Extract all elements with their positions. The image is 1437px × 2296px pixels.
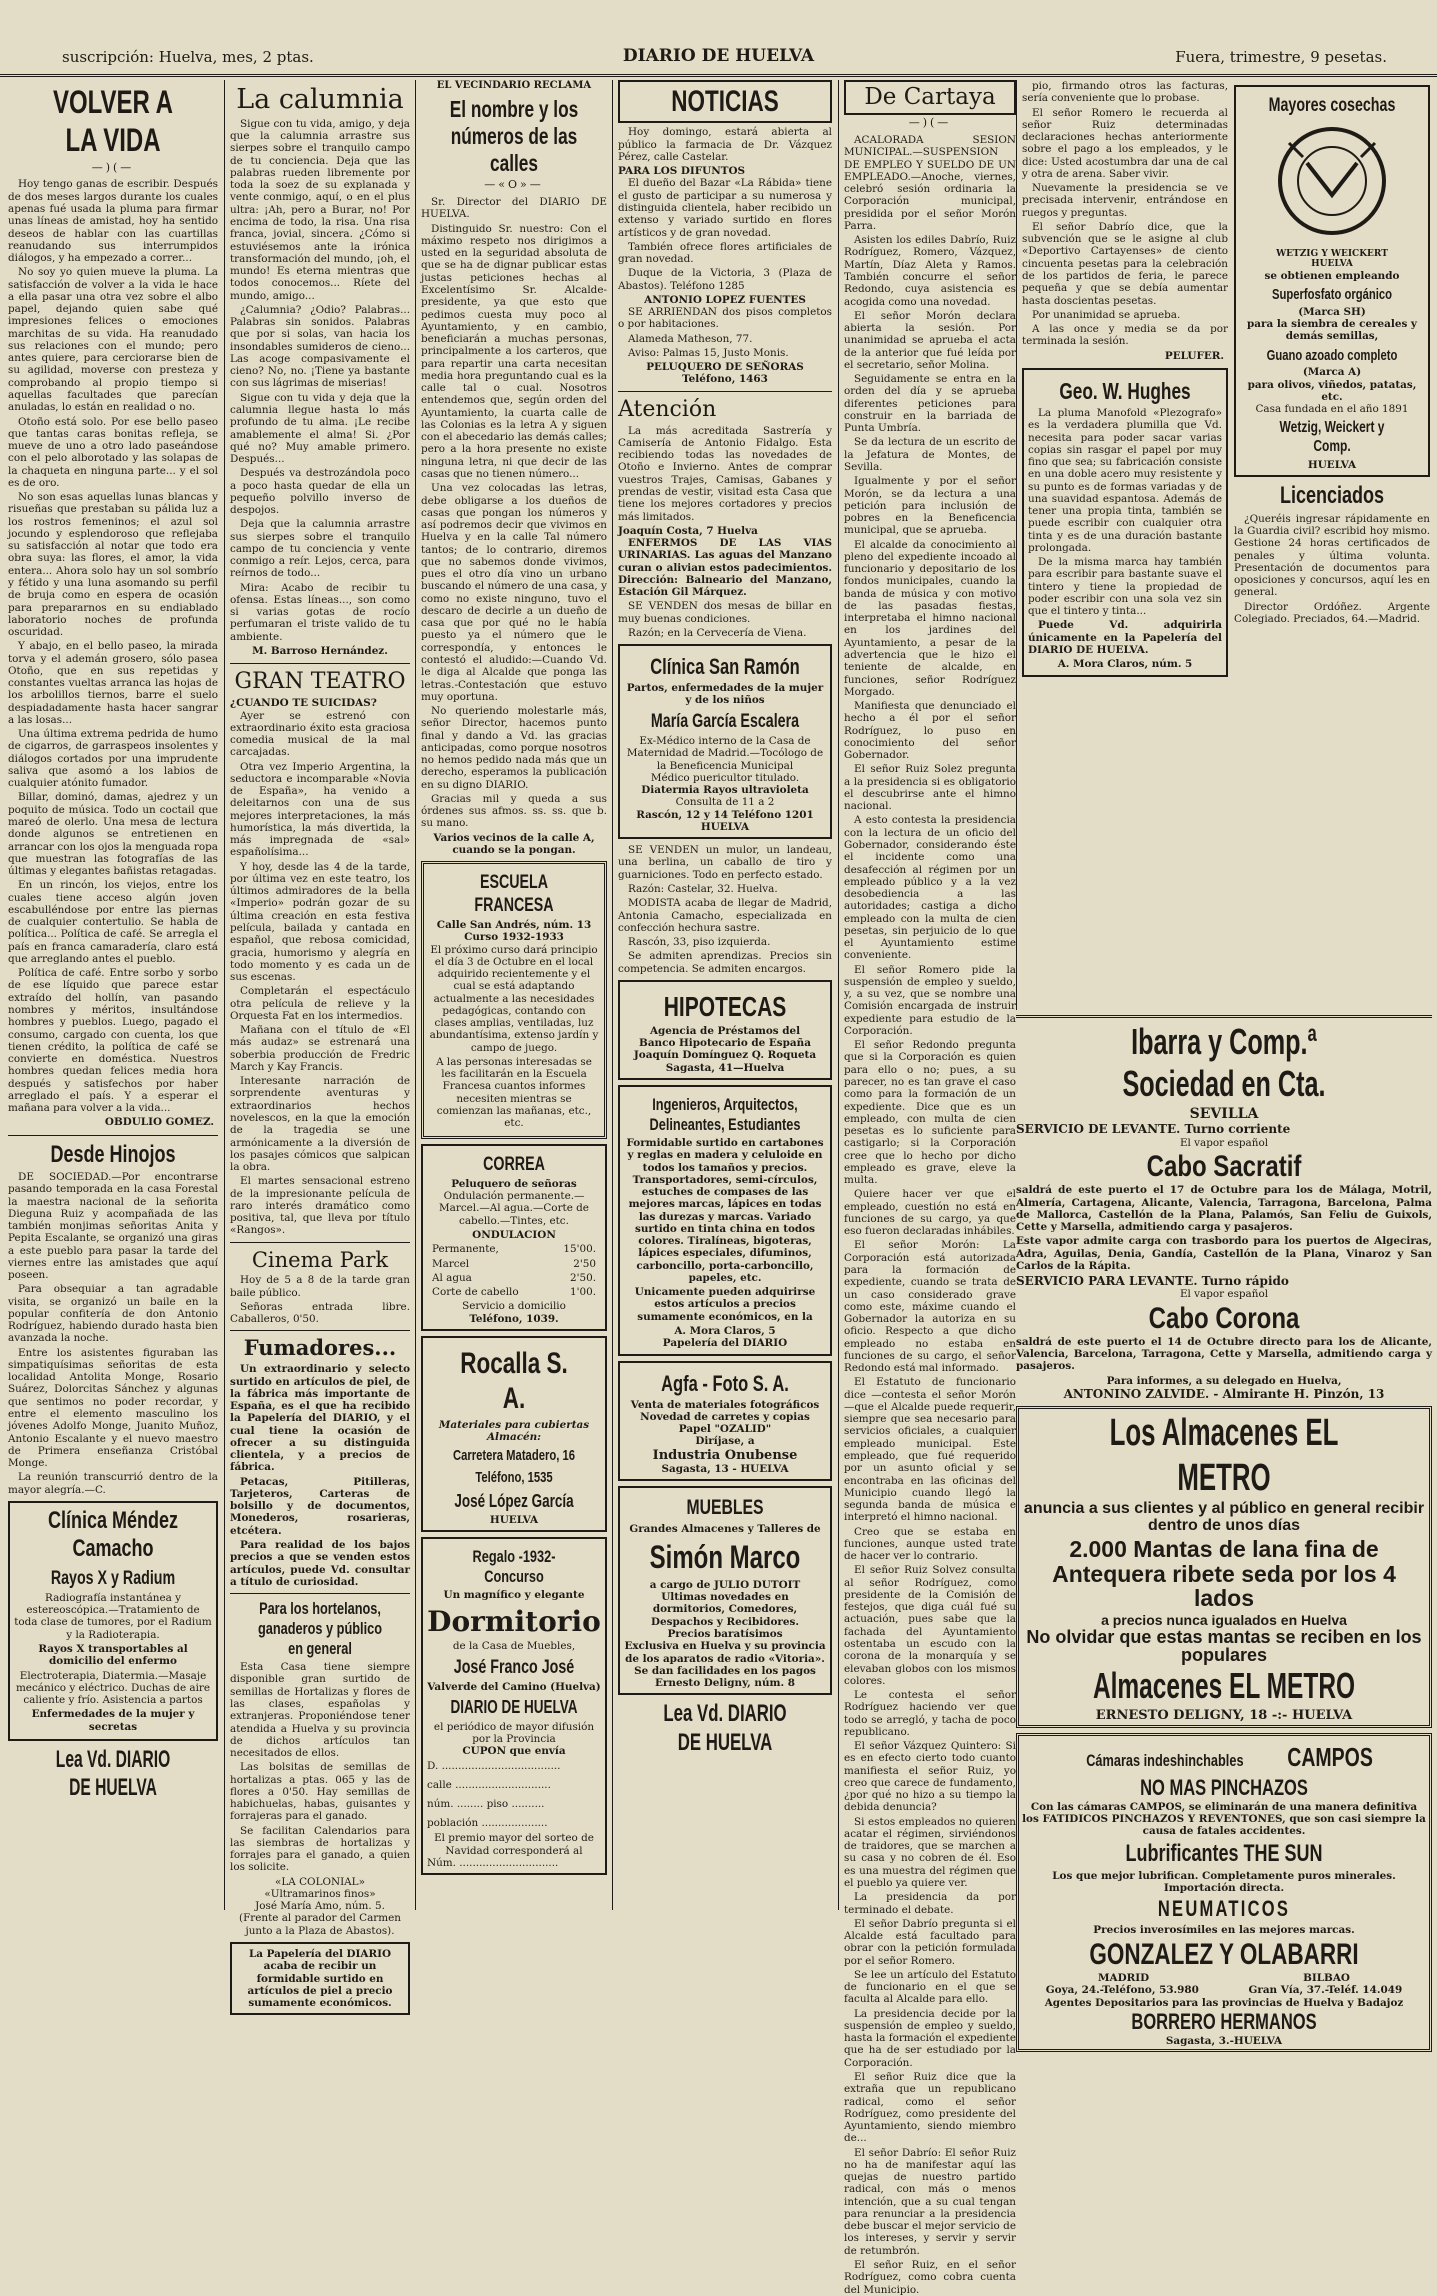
ad-text: Exclusiva en Huelva y su provincia de los aparatos de radio «Vitoria».: [624, 1640, 826, 1665]
price-label: Marcel: [432, 1257, 470, 1270]
ad-text: saldrá de este puerto el 14 de Octubre directo para los de Alicante, Valencia, Barcelona, Tarragona, Cette y Marsella, admitiendo carga y pasajeros.: [1016, 1335, 1432, 1373]
paragraph: DE SOCIEDAD.—Por encontrarse pasando temporada en la casa Forestal la maestra nacional de la señorita Dieguna Ruiz y acompañada de las también monjimas señoritas Anita y Pepita Escalante, se organizó una giras a este pueblo para pasar la tarde del viernes entre las amistades que aquí poseen.: [8, 1170, 218, 1282]
ad-text: Con las cámaras CAMPOS, se eliminarán de una manera definitiva los FATIDICOS PINCHAZOS Y REVENTONES, que son casi siempre la causa de fatales accidentes.: [1022, 1800, 1426, 1838]
paragraph: Política de café. Entre sorbo y sorbo de ese líquido que parece estar extraído del hollín, van pasando nombres y méritos, insultándose hombres y pueblos. Luego, pagado el consumo, cargado con cuenta, los que tienen crédito, la política de café se convierte en doméstica. Nuestros hombres quedan felices media hora después y satisfechos por haber arreglado el país. Y a esperar el mañana para volver a la vida...: [8, 967, 218, 1115]
ad-text: a precios nunca igualados en Huelva: [1101, 1611, 1347, 1628]
price-value: 1'00.: [570, 1286, 596, 1299]
shop-name: «LA COLONIAL»: [275, 1875, 365, 1888]
price-label: Corte de cabello: [432, 1286, 519, 1299]
ad-course: Curso 1932-1933: [464, 931, 564, 944]
ad-store: Almacenes EL METRO: [1092, 1665, 1356, 1707]
ad-lubricant: Lubrificantes THE SUN: [1125, 1839, 1323, 1867]
shop-kind: «Ultramarinos finos»: [264, 1887, 376, 1900]
paragraph: También ofrece flores artificiales de gran novedad.: [618, 240, 832, 266]
ad-product: 2.000 Mantas de lana fina de Antequera ribete seda por los 4 lados: [1052, 1536, 1396, 1611]
paragraph: En un rincón, los viejos, entre los cuales tiene acceso algún joven escabulléndose por entre las piernas de cualquier contertulio. Se habla de política... Política de café. Se arregla el país en franca camaradería, claro está que arreglando antes el pueblo.: [8, 879, 218, 965]
paragraph: Nuevamente la presidencia se ve precisada intervenir, entrándose en ruegos y preguntas.: [1022, 182, 1228, 219]
ad-city: HUELVA: [700, 820, 750, 833]
ad-subtitle: Materiales para cubiertas: [438, 1418, 590, 1431]
ad-phone: Teléfono, 1039.: [469, 1312, 559, 1325]
paragraph: A esto contesta la presidencia con la lectura de un oficio del Gobernador, considerando éste el incidente como una desafección al régimen por un empleado público y a la vez desobediencia a las autoridades; castiga a dicho empleado con la multa de cien pesetas, sin perjuicio de lo que el Ayuntamiento estime conveniente.: [844, 814, 1016, 962]
ad-text: Médico puericultor titulado.: [650, 771, 800, 784]
paragraph: Duque de la Victoria, 3 (Plaza de Abastos). Teléfono 1285: [618, 267, 832, 292]
ad-address: A. Mora Claros, 5: [674, 1325, 776, 1338]
ad-address: A. Mora Claros, núm. 5: [1057, 658, 1193, 671]
article-signature: OBDULIO GOMEZ.: [104, 1116, 214, 1129]
ad-text: a cargo de JULIO DUTOIT: [649, 1578, 801, 1591]
paragraph: El señor Ruiz Solvez consulta al señor Rodríguez, como presidente de la Comisión de festejos, que diga cuál fué su actuación, pues sabe que la fachada del Ayuntamiento ostentaba un escudo con la corona de la monarquía y se elevaban globos con los mismos colores.: [844, 1564, 1016, 1687]
ad-text: Puede Vd. adquirirla únicamente en la Papelería del DIARIO DE HUELVA.: [1028, 619, 1222, 657]
fertilizer-ad: [1234, 85, 1430, 477]
ad-agent: ANTONINO ZALVIDE. - Almirante H. Pinzón, 13: [1063, 1387, 1385, 1401]
paragraph: SE VENDEN un mulor, un landeau, una berlina, un caballo de tiro y guarniciones. Todo en perfecto estado.: [618, 844, 832, 881]
ad-service: SERVICIO PARA LEVANTE. Turno rápido: [1016, 1274, 1289, 1289]
paragraph: El señor Dabrío: El señor Ruiz no ha de manifestar aquí las quejas de nuestro partido radical, con más o menos intención, que a su cual tengan para renunciar a la presidencia debe buscar el mejor servicio de los intereses, y servir y servir de retumbrón.: [844, 2146, 1016, 2257]
ad-doctor: María García Escalera: [650, 710, 800, 732]
column-rule: [415, 80, 416, 1910]
paragraph: Después va destrozándola poco a poco hasta quedar de ella un pequeño polvillo inverso de despojos.: [230, 467, 410, 517]
column-4: [618, 80, 832, 1910]
ad-title: Clínica San Ramón: [650, 654, 800, 680]
ad-text: Novedad de carretes y copias: [640, 1410, 810, 1423]
paragraph: PELUQUERO DE SEÑORAS: [646, 361, 804, 374]
ad-address: Ernesto Deligny, núm. 8: [655, 1677, 795, 1690]
paragraph: Teléfono, 1463: [682, 373, 768, 386]
paragraph: Deja que la calumnia arrastre sus sierpes sobre el tranquilo campo de tu conciencia y vente conmigo a reír. Lejos, cerca, para reírnos de todo...: [230, 518, 410, 580]
coupon-field-ticket[interactable]: Núm. ..............................: [427, 1856, 559, 1869]
column-3: [421, 80, 607, 1910]
paragraph: Esta Casa tiene siempre disponible gran surtido de semillas de Hortalizas y flores de las clases, españolas y extranjeras. Proponiéndose tener atendida a Huelva y su provincia de dichos artículos tan necesitados de ellos.: [230, 1661, 410, 1760]
ad-text: A las personas interesadas se les facilitarán en la Escuela Francesa cuantos informes necesiten mientras se comienzan las mañanas, etc., etc.: [436, 1055, 592, 1130]
price-row: [429, 1272, 599, 1284]
article-title: Fumadores...: [243, 1335, 397, 1361]
ad-text: para olivos, viñedos, patatas, etc.: [1247, 378, 1417, 403]
ad-city: HUELVA: [489, 1513, 539, 1526]
paragraph: El alcalde da conocimiento al pleno del expediente incoado al funcionario y depositario de los fondos municipales, cuando la banda de música y con motivo de las pasadas fiestas, interpretaba el himno nacional en los jardines del Ayuntamiento, a pesar de la advertencia que le hizo el teniente de alcalde, en funciones, señor Rodríguez Morgado.: [844, 538, 1016, 698]
footer-slogan: Lea Vd. DIARIO DE HUELVA: [55, 1745, 171, 1802]
article-title: La calumnia: [236, 84, 404, 115]
price-value: 2'50.: [570, 1271, 596, 1284]
notice-subtitle: PARA LOS DIFUNTOS: [618, 165, 746, 178]
article-signature: Varios vecinos de la calle A, cuando se la pongan.: [433, 831, 595, 856]
ad-title: Regalo -1932- Concurso: [472, 1547, 556, 1587]
ad-title: Agfa - Foto S. A.: [661, 1370, 789, 1396]
ad-text: De la misma marca hay también para escribir para bastante suave el tintero y tiene la propiedad de poder escribir con una sola vez sin que el tintero y tinta...: [1028, 556, 1222, 618]
paragraph: Se da lectura de un escrito de la Jefatura de Montes, de Sevilla.: [844, 436, 1016, 473]
seal-city: HUELVA: [1311, 259, 1353, 270]
article-title: Desde Hinojos: [50, 1140, 176, 1168]
paragraph: Seguidamente se entra en la orden del día y se aprueba diferentes peticiones para construir en la barriada de Punta Umbría.: [844, 373, 1016, 435]
ad-text: el periódico de mayor difusión por la Provincia: [433, 1720, 595, 1745]
paragraph: ¿Queréis ingresar rápidamente en la Guardia civil? escribid hoy mismo. Gestione 24 horas certificados de penales y última volunta. Presentación de documentos para oposiciones y concursos, aquí les en general.: [1234, 512, 1430, 599]
article-subtitle: ¿CUANDO TE SUICIDAS?: [230, 697, 377, 710]
paragraph: Mira: Acabo de recibir tu ofensa. Estas líneas..., son como si varias gotas de rocío perfumaran el triste valido de tu ambiente.: [230, 581, 410, 643]
ad-text: Un magnífico y elegante: [443, 1589, 585, 1602]
paragraph: El señor Vázquez Quintero: Si es en efecto cierto todo cuanto manifiesta el señor Ruiz, yo creo que carece de fundamento, ¿por qué no hizo a su tiempo la debida denuncia?: [844, 1740, 1016, 1814]
ad-product: Guano azoado completo: [1266, 346, 1398, 364]
ad-address: Gran Vía, 37.-Teléf. 14.049: [1248, 1984, 1403, 1997]
paragraph: El señor Ruiz, en el señor Rodríguez, como cobra cuenta del Municipio.: [844, 2258, 1016, 2296]
ad-address: Carretera Matadero, 16: [453, 1447, 575, 1465]
hairdresser-ad: [421, 1144, 607, 1331]
ad-text: Electroterapia, Diatermia.—Masaje mecánico y eléctrico. Duchas de aire caliente y frío. Asistencia a partos: [15, 1669, 211, 1707]
price-head: ONDULACION: [472, 1229, 556, 1242]
agfa-ad: [618, 1361, 832, 1482]
paragraph: Por unanimidad se aprueba.: [1032, 308, 1181, 321]
ad-store: Papelería del DIARIO: [662, 1337, 788, 1350]
ad-company: Industria Onubense: [652, 1447, 798, 1463]
paragraph: Otoño está solo. Por ese bello paseo que tantas caras bonitas refleja, se mueve de uno a otro lado paseándose con el pelo alborotado y las solapas de la chaqueta en ninguna parte... y el sol es de oro.: [8, 415, 218, 489]
paragraph: SE ARRIENDAN dos pisos completos o por habitaciones.: [618, 306, 832, 331]
paragraph: El señor Ruiz Solez pregunta a la presidencia si es obligatorio el descubrirse ante el himno nacional.: [844, 763, 1016, 813]
ad-address: Sagasta, 41—Huelva: [665, 1061, 785, 1074]
ad-text: El vapor español: [1179, 1136, 1269, 1149]
ad-title: ESCUELA FRANCESA: [474, 872, 554, 916]
paragraph: Hoy de 5 a 8 de la tarde gran baile público.: [230, 1274, 410, 1299]
paragraph: Joaquín Costa, 7 Huelva: [618, 524, 758, 537]
paragraph: ANTONIO LOPEZ FUENTES: [644, 293, 806, 306]
ad-text: Los que mejor lubrifican. Completamente puros minerales. Importación directa.: [1052, 1869, 1396, 1895]
ad-text: para la siembra de cereales y demás semillas,: [1247, 318, 1417, 343]
wetzig-seal-icon: [1267, 123, 1397, 241]
ibarra-ad: [1016, 1015, 1432, 1401]
ad-text: Ex-Médico interno de la Casa de Maternidad de Madrid.—Tocólogo de la Beneficencia Municipal: [626, 735, 824, 772]
paragraph: Asisten los ediles Dabrío, Ruiz Rodríguez, Romero, Vázquez, Martín, Díaz Aleta y Ramos. También concurre el señor Redondo, cuya asistencia es acogida como una novedad.: [844, 234, 1016, 308]
column-rule: [838, 80, 839, 1910]
paragraph: Rascón, 33, piso izquierda.: [628, 936, 771, 949]
ad-text: Servicio a domicilio: [462, 1300, 566, 1313]
clinic-ad: [8, 1501, 218, 1741]
paragraph: Otra vez Imperio Argentina, la seductora e incomparable «Novia de España», ha venido a deleitarnos con una de sus mejores interpretaciones, la más humorística, la más divertida, la más impregnada de «sal» españolísima...: [230, 760, 410, 859]
paragraph: Billar, dominó, damas, ajedrez y un poquito de música. Todo un coctail que mareó de olerlo. Una mesa de lectura donde algunos se entretienen en arrancar con los ojos la menguada ropa que muestran las fotografías de las últimas y elegantes bañistas retagadas.: [8, 791, 218, 878]
paragraph: Aviso: Palmas 15, Justo Monis.: [628, 346, 789, 359]
paragraph: Le contesta el señor Rodríguez haciendo ver que todo se arregló, y tacha de poco republicano.: [844, 1689, 1016, 1738]
ad-text: saldrá de este puerto el 17 de Octubre para los de Málaga, Motril, Almería, Cartagena, Alicante, Valencia, Tarragona, Barcelona, Palma de Mallorca, Castellón de la Plana, Palamós, San Feliu de Guixols, Cette y Marsella, admitiendo carga y pasajeros.: [1016, 1184, 1432, 1234]
ad-text: Se dan facilidades en los pagos: [634, 1664, 816, 1677]
ad-text: de la Casa de Muebles,: [452, 1640, 576, 1653]
subscription-outside: Fuera, trimestre, 9 pesetas.: [1175, 48, 1387, 66]
ad-text: (Marca SH): [1298, 305, 1366, 318]
mortgage-ad: [618, 980, 832, 1080]
article-signature: PELUFER.: [1164, 349, 1224, 362]
ad-service: SERVICIO DE LEVANTE. Turno corriente: [1016, 1122, 1291, 1137]
ad-text: Precios baratísimos: [667, 1628, 783, 1640]
ad-text: El próximo curso dará principio el día 3 de Octubre en el local adquirido recientemente y el cual se está adaptando actualmente a las necesidades pedagógicas, contando con clases amplias, ventiladas, luz abundantísima, extenso jardín y campo de juego.: [429, 943, 599, 1054]
cartaya-title-box: [844, 80, 1016, 115]
ad-title: CORREA: [483, 1153, 545, 1175]
ad-subtitle: Partos, enfermedades de la mujer y de los niños: [626, 682, 824, 707]
paragraph: Igualmente y por el señor Morón, se da lectura a una petición para inclusión de pobres en la Beneficencia municipal, que se aprueba.: [844, 475, 1016, 537]
ad-text: Precios inverosímiles en las mejores marcas.: [1093, 1924, 1355, 1937]
ad-text: Radiografía instantánea y estereoscópica.—Tratamiento de toda clase de tumores, por el Radium y la Radioterapia.: [14, 1591, 212, 1641]
ad-text: Venta de materiales fotográficos: [630, 1398, 820, 1411]
drafting-supplies-ad: [618, 1085, 832, 1356]
ad-store: José Franco José: [453, 1656, 575, 1678]
ad-text: Agentes Depositarios para las provincias de Huelva y Badajoz: [1044, 1996, 1404, 2009]
column-rule: [612, 80, 613, 1910]
paragraph: A las once y media se da por terminada la sesión.: [1022, 323, 1228, 348]
paragraph: El señor Dabrío pregunta si el Alcalde está facultado para obrar con la petición formulada por el señor Romero.: [844, 1917, 1016, 1967]
ad-store: Simón Marco: [649, 1539, 801, 1576]
paragraph: Hoy domingo, estará abierta al público la farmacia de Dr. Vázquez Pérez, calle Castelar.: [618, 126, 832, 163]
shop-location: (Frente al parador del Carmen junto a la Plaza de Abastos).: [239, 1912, 401, 1937]
column-2: [230, 80, 410, 2010]
ad-address: Rascón, 12 y 14 Teléfono 1201: [636, 808, 814, 821]
ad-agent: BORRERO HERMANOS: [1131, 2008, 1317, 2034]
paragraph: Y abajo, en el bello paseo, la mirada torva y el ademán grosero, sólo pasea Otoño, que en sus repetidas y constantes vueltas arranca las hojas de los arbolillos tiernos, barre el suelo despiadadamente hasta hacer sangrar a las losas...: [8, 640, 218, 726]
ad-text: (Marca A): [1302, 366, 1362, 379]
campos-ad: [1016, 1733, 1432, 2052]
column-rule: [224, 80, 225, 1910]
ad-text: Casa fundada en el año 1891: [1255, 403, 1409, 416]
paragraph: Distinguido Sr. nuestro: Con el máximo respeto nos dirigimos a usted en la seguridad absoluta de que se ha de dignar publicar estas justas peticiones hechas al Excelentísimo Sr. Alcalde-presidente, ya que esto que pedimos cuesta muy poco al Ayuntamiento, y en cambio, beneficiarán a muchas personas, principalmente a los carteros, que para repartir una carta necesitan media hora preguntando cual es la calle tal o cual. Nosotros entendemos que, según orden del Ayuntamiento, la cuarta calle de las Colonias es la letra A y siguen con el abecedario las demás calles; pero a la hora presente no existe ninguna letra, ni que decir de las casas que no tienen número...: [421, 222, 607, 480]
ad-text: Agencia de Préstamos del: [649, 1024, 801, 1037]
ship-name: Cabo Corona: [1148, 1301, 1300, 1335]
newspaper-name: DIARIO DE HUELVA: [622, 46, 815, 66]
paragraph: SE VENDEN dos mesas de billar en muy buenas condiciones.: [618, 600, 832, 625]
ad-text: Diatermia Rayos ultravioleta: [641, 784, 809, 797]
price-label: Al agua: [432, 1271, 472, 1284]
paragraph: Un extraordinario y selecto surtido en artículos de piel, de la fábrica más importante de España, es el que ha recibido la Papelería del DIARIO, y el cual tiene la ocasión de ofrecer a su distinguida clientela, y a precios de fábrica.: [230, 1363, 410, 1474]
paragraph: Una vez colocadas las letras, debe obligarse a los dueños de casas que pongan los números y así podremos decir que vivimos en Huelva y en la calle Tal número tantos; de lo contrario, diremos que no sabemos donde vivimos, pues el otro día vino un urbano buscando el número de una casa, y como no existe ninguno, tuvo el descaro de decirle a un dueño de casa que por qué no le había puesto ya el número que le correspondía, y entonces le contestó el aludido:—Cuando Vd. le diga al Alcalde que ponga las letras.-Contestación que estuvo muy oportuna.: [421, 482, 607, 703]
paragraph: Quiere hacer ver que el empleado, cuestión no está en funciones de su cargo, ya que eso fueron declaradas inhábiles.: [844, 1188, 1016, 1238]
coupon-heading: CUPON que envía: [462, 1745, 566, 1758]
furniture-ad: [618, 1486, 832, 1695]
column-7: [1234, 80, 1430, 1005]
clinic-san-ramon-ad: [618, 644, 832, 839]
price-value: 2'50: [573, 1257, 596, 1270]
kicker: EL VECINDARIO RECLAMA: [436, 80, 592, 91]
masthead: [0, 0, 1437, 77]
rocalla-ad: [421, 1336, 607, 1532]
ornament: —)(—: [908, 116, 952, 130]
paragraph: Petacas, Pitilleras, Tarjeteros, Carteras de bolsillo y de documentos, Monederos, rosarieras, etcétera.: [230, 1475, 410, 1537]
article-signature: M. Barroso Hernández.: [252, 645, 388, 658]
ad-text: Para informes, a su delegado en Huelva,: [1106, 1374, 1342, 1387]
ship-name: Cabo Sacratif: [1146, 1149, 1302, 1183]
paragraph: La presidencia da por terminado el debate.: [844, 1891, 1016, 1916]
hughes-pen-ad: [1022, 368, 1228, 677]
paragraph: Gracias mil y queda a sus órdenes sus afmos. ss. ss. que b. su mano.: [421, 792, 607, 830]
paragraph: Hoy tengo ganas de escribir. Después de dos meses largos durante los cuales apenas fué usada la pluma para firmar unas líneas de amistad, hoy ha sentido deseos de hablar con las cuartillas reanudando sus interrumpidos diálogos, y ha empezado a correr...: [8, 178, 218, 265]
ad-prize: Dormitorio: [427, 1605, 601, 1639]
ad-hours: Consulta de 11 a 2: [675, 796, 775, 809]
paragraph: El señor Morón declara abierta la sesión. Por unanimidad se aprueba el acta de la anterior que fué leída por el secretario, señor Molina.: [844, 309, 1016, 371]
ad-subtitle: Peluquero de señoras: [451, 1177, 577, 1190]
ad-paper: DIARIO DE HUELVA: [450, 1697, 578, 1718]
column-6: [1022, 80, 1228, 1005]
ad-text: se obtienen empleando: [1264, 269, 1400, 282]
paragraph: Manifiesta que denunciado el hecho a él por el señor Rodríguez, lo puso en conocimiento del señor Gobernador.: [844, 700, 1016, 762]
ad-address: Sagasta, 13 - HUELVA: [661, 1462, 789, 1475]
ad-title: MUEBLES: [686, 1496, 764, 1520]
column-rule: [1016, 80, 1017, 1010]
ad-city: HUELVA: [1307, 459, 1357, 472]
ornament: —)(—: [91, 160, 135, 174]
paragraph: La más acreditada Sastrería y Camisería de Antonio Fidalgo. Esta recibiendo todas las novedades de Otoño e Invierno. Antes de comprar vuestros Trajes, Camisas, Gabanes y prendas de vestir, visitad esta Casa que tiene los mejores cortadores y precios más limitados.: [618, 424, 832, 523]
ad-title: Los Almacenes EL METRO: [1109, 1412, 1339, 1499]
paragraph: Se lee un artículo del Estatuto de funcionario en el que se faculta al Alcalde para ello.: [844, 1968, 1016, 2006]
ad-text: Formidable surtido en cartabones y reglas en madera y celuloide en todos los tamaños y precios. Transportadores, semi-círculos, estuches de compases de las mejores marcas, lápices en todas las durezas y marcas. Variado surtido en tinta china en todos colores. Tiralíneas, bigoteras, lápices especiales, difuminos, carboncillo, porta-carboncillo, papeles, etc.: [626, 1137, 824, 1284]
ad-text: Cámaras indeshinchables: [1086, 1751, 1244, 1771]
paragraph: Para obsequiar a tan agradable visita, se organizó un baile en la popular confitería de don Antonio Rodríguez, habiendo durado hasta bien avanzada la noche.: [8, 1283, 218, 1345]
price-table: [427, 1241, 601, 1300]
article-title: Licenciados: [1279, 482, 1385, 510]
right-ads: [1016, 1015, 1432, 2047]
section-title: NOTICIAS: [671, 85, 779, 118]
paragraph: Interesante narración de sorprendente aventuras y extraordinarios hechos novelescos, en la que la emoción de la tragedia se une armónicamente a la diversión de los pasajes cómicos que salpican la obra.: [230, 1075, 410, 1174]
article-title: Para los hortelanos, ganaderos y público en general: [258, 1599, 382, 1659]
ad-title: HIPOTECAS: [663, 990, 787, 1022]
ad-phone: Teléfono, 1535: [475, 1468, 553, 1486]
price-row: [429, 1258, 599, 1270]
paragraph: El señor Dabrío dice, que la subvención que se le asigne al club «Deportivo Cartayenses» de ciento cincuenta pesetas para la celebración de los partidos de feria, le parece pequeña y que se debía aumentar hasta doscientas pesetas.: [1022, 220, 1228, 307]
ad-company: GONZALEZ Y OLABARRI: [1089, 1937, 1359, 1971]
ad-text: Enfermedades de la mujer y secretas: [31, 1708, 195, 1733]
ad-tyres: NEUMATICOS: [1157, 1896, 1291, 1922]
ad-text: Ultimas novedades en dormitorios, Comedores, Despachos y Recibidores.: [651, 1591, 799, 1628]
ad-text: La pluma Manofold «Plezografo» es la verdadera plumilla que Vd. necesita para poder sacar varias copias sin rasgar el papel por muy fino que sea; su fabricación consiste en una doble acero muy resistente y su punto es de formas variadas y de una suavidad espantosa. Además de tener una propia tinta, también se puede escribir con cualquier otra tinta y es de una duración bastante prolongada.: [1028, 406, 1222, 554]
paragraph: El señor Morón: La Corporación está autorizada para la formación de expediente, cuando se trata de un caso considerado grave como este, máxime cuando el Gobernador la autoriza en su oficio. Respecto a que dicho empleado no estaba en funciones de su cargo, el señor Redondo está mal informado.: [844, 1239, 1016, 1375]
paragraph: El señor Redondo pregunta que si la Corporación es quien para ello o no; pues, a su parecer, no es tan grave el caso como para la formación de un expediente. Dice que es un empleado, con multa de cien pesetas es lo suficiente para castigarlo; si la Corporación cree que lo hecho por dicho empleado es grave, eleve la multa.: [844, 1039, 1016, 1187]
article-title: GRAN TEATRO: [234, 669, 406, 695]
price-label: Permanente,: [432, 1243, 499, 1256]
paragraph: Razón; en la Cervecería de Viena.: [628, 626, 807, 639]
contest-coupon: [421, 1537, 607, 1875]
ad-text: Joaquín Domínguez Q. Roqueta: [633, 1049, 817, 1062]
paragraph: El Estatuto de funcionario dice —contesta el señor Morón—que el Alcalde puede requerir, siempre que sea necesario para servicios oficiales, a cualquier empleado municipal. Este empleado, que fué requerido por un asunto oficial y se encontraba en las oficinas del Municipio cuando llegó la segunda banda de música e interpretó el himno nacional.: [844, 1376, 1016, 1524]
ad-text: Unicamente pueden adquirirse estos artículos a precios sumamente económicos, en la: [634, 1286, 816, 1323]
coupon-field-number[interactable]: núm. ........ piso ..........: [427, 1797, 545, 1810]
paragraph: El señor Romero pide la suspensión de empleo y sueldo, y, a su vez, que se nombre una Comisión encargada de instruir expediente para estudio de la Corporación.: [844, 963, 1016, 1037]
ad-text: No olvidar que estas mantas se reciben en los populares: [1026, 1626, 1422, 1666]
paragraph: Mañana con el título de «El más audaz» se estrenará una soberbia producción de Fredric March y Kay Francis.: [230, 1024, 410, 1073]
ad-title: Rocalla S. A.: [460, 1346, 568, 1416]
noticias-title-box: [618, 80, 832, 123]
paragraph: Se admiten aprendizas. Precios sin competencia. Se admiten encargos.: [618, 950, 832, 975]
paragraph: Alameda Matheson, 77.: [628, 332, 753, 345]
paragraph: Señoras entrada libre. Caballeros, 0'50.: [230, 1300, 410, 1326]
paragraph: Si estos empleados no quieren acatar el régimen, sirviéndonos de traidores, que se marchen a su casa y no cobren de él. Eso es una muestra del régimen que el pueblo ya quiere ver.: [844, 1815, 1016, 1890]
paragraph: La presidencia decide por la suspensión de empleo y sueldo, hasta la formación el expediente que ha de ser estudiado por la Corporación.: [844, 2007, 1016, 2069]
paragraph: La reunión transcurrió dentro de la mayor alegría.—C.: [8, 1471, 218, 1496]
ad-slogan: NO MAS PINCHAZOS: [1140, 1774, 1308, 1800]
ad-text: Ondulación permanente.—Marcel.—Al agua.—Corte de cabello.—Tintes, etc.: [439, 1190, 589, 1227]
paragraph: El señor Romero le recuerda al señor Ruiz determinadas declaraciones hechas anteriormente sobre el pago a los empleados, y le dice: Usted acostumbra dar una de cal y otra de arena. Saber vivir.: [1022, 106, 1228, 180]
article-title: Atención: [618, 396, 717, 422]
paragraph: No son esas aquellas lunas blancas y risueñas que prestaban su pálida luz a los rostros femeninos; el azul sol jocundo y esplendoroso que reflejaba su satisfacción al notar que todo era obra suya: las flores, el amor, la vida entera... Ahora solo hay un sol sombrío y fétido y una luna asomando su perfil de bruja como en espera de ocasión para prepararnos en su endiablado laboratorio noches de profunda oscuridad.: [8, 491, 218, 639]
ad-text: Papel "OZALID": [678, 1423, 772, 1436]
paragraph: Sr. Director del DIARIO DE HUELVA.: [421, 196, 607, 221]
ad-city: MADRID: [1098, 1971, 1150, 1984]
paragraph: El martes sensacional estreno de la impresionante película de raro interés dramático como positiva, tal, que lleva por título «Rangos».: [230, 1175, 410, 1237]
ad-address: Sagasta, 3.-HUELVA: [1165, 2034, 1283, 2047]
paragraph: Una última extrema pedrida de humo de cigarros, de garraspeos insolentes y diálogos cortados por una imprudente saliva que asomó a los labios de cualquier atónito fumador.: [8, 728, 218, 790]
seal-text: WETZIG Y WEICKERT: [1276, 248, 1388, 259]
paragraph: El dueño del Bazar «La Rábida» tiene el gusto de participar a su numerosa y distinguida clientela, haber recibido un extenso y variado surtido en flores artísticos y de gran novedad.: [618, 177, 832, 239]
paragraph: ACALORADA SESION MUNICIPAL.—SUSPENSION DE EMPLEO Y SUELDO DE UN EMPLEADO.—Anoche, viernes, celebró sesión ordinaria la Corporación municipal, presidida por el señor Morón Parra.: [844, 134, 1016, 232]
paragraph: El señor Ruiz dice que la extraña que un republicano radical, como el señor Rodríguez, como presidente del Ayuntamiento, siendo miembro de...: [844, 2071, 1016, 2145]
paragraph: Se facilitan Calendarios para las siembras de hortalizas y forrajes para el ganado, a quien los solicite.: [230, 1824, 410, 1874]
subscription-local: suscripción: Huelva, mes, 2 ptas.: [62, 48, 314, 66]
ad-owner: José López García: [454, 1490, 574, 1511]
paragraph: Para realidad de los bajos precios a que se venden estos artículos, puede Vd. consultar a título de curiosidad.: [230, 1538, 410, 1588]
ad-text: anuncia a sus clientes y al público en general recibir dentro de unos días: [1023, 1499, 1425, 1534]
article-title: VOLVER A LA VIDA: [52, 84, 173, 158]
ad-brand: CAMPOS: [1287, 1742, 1374, 1773]
paragraph: ¿Calumnia? ¿Odio? Palabras... Palabras sin sonidos. Palabras que por si solas, van hacia los insondables sumideros de cieno... Las acoge compasivamente el cieno? No, no. ¡Tiene ya bastante con sus lágrimas de miserias!: [230, 303, 410, 390]
school-ad: [421, 861, 607, 1138]
paragraph: Creo que se estaba en funciones, aunque usted trate de hacer ver lo contrario.: [844, 1525, 1016, 1563]
ad-city: SEVILLA: [1189, 1105, 1259, 1122]
ad-text: El premio mayor del sorteo de Navidad corresponderá al: [434, 1832, 594, 1857]
stationery-notice: La Papelería del DIARIO acaba de recibir un formidable surtido en artículos de piel a precio sumamente económicos.: [230, 1942, 410, 2015]
ad-text: Almacén:: [486, 1430, 542, 1443]
ad-text: Diríjase, a: [695, 1435, 755, 1448]
ad-address: Goya, 24.-Teléfono, 53.980: [1045, 1984, 1199, 1997]
coupon-field-street[interactable]: calle .............................: [427, 1779, 551, 1792]
el-metro-ad: [1016, 1406, 1432, 1728]
paragraph: Director Ordóñez. Argente Colegiado. Preciados, 64.—Madrid.: [1234, 600, 1430, 625]
price-row: [429, 1286, 599, 1298]
ad-address: ERNESTO DELIGNY, 18 -:- HUELVA: [1095, 1707, 1353, 1723]
ad-text: El vapor español: [1179, 1288, 1269, 1301]
paragraph: pio, firmando otros las facturas, sería conveniente que lo probase.: [1022, 80, 1228, 105]
paragraph: Razón: Castelar, 32. Huelva.: [628, 882, 778, 895]
ad-title: Mayores cosechas: [1268, 95, 1396, 116]
ad-title: Clínica Méndez Camacho: [47, 1506, 179, 1563]
ad-title: Ingenieros, Arquitectos, Delineantes, Estudiantes: [649, 1094, 801, 1134]
paragraph: Sigue con tu vida y deja que la calumnia llegue hasta lo más profundo de tu alma. ¡Le recibe amablemente el alma! Si. ¿Por qué no? Muy amable primero. Después...: [230, 391, 410, 466]
ad-text: Este vapor admite carga con trasbordo para los puertos de Algeciras, Adra, Aguilas, Denia, Gandía, Castellón de la Plana, Vinaroz y San Carlos de la Rápita.: [1016, 1235, 1432, 1272]
paragraph: Completarán el espectáculo otra película de relieve y la Orquesta Fat en los intermedios.: [230, 985, 410, 1022]
article-title: Cinema Park: [251, 1247, 389, 1272]
coupon-field-town[interactable]: población ....................: [427, 1816, 548, 1829]
price-row: [429, 1243, 599, 1255]
shop-address: José María Amo, núm. 5.: [255, 1900, 385, 1913]
ad-title: Ibarra y Comp.ª Sociedad en Cta.: [1122, 1021, 1326, 1105]
ad-subtitle: Rayos X y Radium: [50, 1567, 176, 1589]
footer-slogan: Lea Vd. DIARIO DE HUELVA: [663, 1700, 787, 1756]
price-value: 15'00.: [563, 1243, 596, 1256]
paragraph: MODISTA acaba de llegar de Madrid, Antonia Camacho, especializada en confección hechura sastre.: [618, 897, 832, 934]
ad-title: Geo. W. Hughes: [1059, 377, 1191, 404]
ad-text: Rayos X transportables al domicilio del enfermo: [38, 1642, 188, 1668]
ad-product: Superfosfato orgánico: [1271, 286, 1392, 304]
column-5: [844, 80, 1016, 2296]
ad-text: Grandes Almacenes y Talleres de: [629, 1522, 821, 1535]
article-title: El nombre y los números de las calles: [449, 95, 579, 177]
paragraph: ENFERMOS DE LAS VIAS URINARIAS. Las aguas del Manzano curan o alivian estos padecimientos. Dirección: Balneario del Manzano, Estación Gil Márquez.: [618, 537, 832, 599]
paragraph: No queriendo molestarle más, señor Director, hacemos punto final y dando a Vd. las gracias anticipadas, como porque nosotros no hemos pedido nada más que un derecho, esperamos la publicación en su digno DIARIO.: [421, 705, 607, 791]
ad-subtitle: Calle San Andrés, núm. 13: [436, 919, 592, 932]
ad-company: Wetzig, Weickert y Comp.: [1279, 419, 1385, 456]
paragraph: Sigue con tu vida, amigo, y deja que la calumnia arrastre sus sierpes sobre el tranquilo campo de tu conciencia. Deja que las palabras rueden libremente por toda la soez de su explanada y vente conmigo, aquí, o en el plus ultra: ¡Ah, pero a Burar, no! Por encima de todo, la risa. Una risa franca, jovial, sincera. ¿Cómo si estuviésemos ante la irónica transformación del mundo, ¡oh, el mundo! Es eterna mientras que todos conocemos... Ríete del mundo, amigo...: [230, 117, 410, 302]
ad-city: BILBAO: [1303, 1971, 1350, 1984]
paragraph: Ayer se estrenó con extraordinario éxito esta graciosa comedia musical de la mal carcajadas.: [230, 709, 410, 759]
ornament: —«O»—: [484, 178, 544, 192]
paragraph: No soy yo quien mueve la pluma. La satisfacción de volver a la vida le hace a ella pasar una otra vez sobre el albo papel, dejando quien sabe qué impresiones felices o emociones marchitas de su vida. Ha reanudado sus relaciones con el mundo; pero antes quiere, para cerciorarse bien de su agilidad, moverse con presteza y comprobando al propio tiempo si aquellas facultades que parecían anuladas, lo están en realidad o no.: [8, 266, 218, 414]
coupon-field-name[interactable]: D. ....................................: [427, 1760, 561, 1773]
paragraph: Entre los asistentes figuraban las simpatiquísimas señoritas de esta localidad Antolita Monge, Rosario Suárez, Dolorcitas Sánchez y algunas que sentimos no poder recordar, y entre el elemento masculino los jóvenes Adolfo Monge, Juanito Muñoz, Antonio Escalante y el nuevo maestro de Primera enseñanza Cristóbal Monge.: [8, 1346, 218, 1470]
paragraph: Y hoy, desde las 4 de la tarde, por última vez en este teatro, los últimos admiradores de la bella «Imperio» podrán gozar de su última creación en esta festiva película, bailada y cantada en español, que rebosa comicidad, gracia, humorismo y alegría en todo momento y es cada un de sus escenas.: [230, 860, 410, 984]
paragraph: Las bolsitas de semillas de hortalizas a ptas. 065 y las de flores a 0'50. Hay semillas de habichuelas, habas, guisantes y forrajeras para el ganado.: [230, 1761, 410, 1823]
section-title: De Cartaya: [864, 84, 996, 110]
ad-location: Valverde del Camino (Huelva): [427, 1681, 601, 1694]
column-1: [8, 80, 218, 1910]
ad-text: Banco Hipotecario de España: [639, 1037, 811, 1050]
